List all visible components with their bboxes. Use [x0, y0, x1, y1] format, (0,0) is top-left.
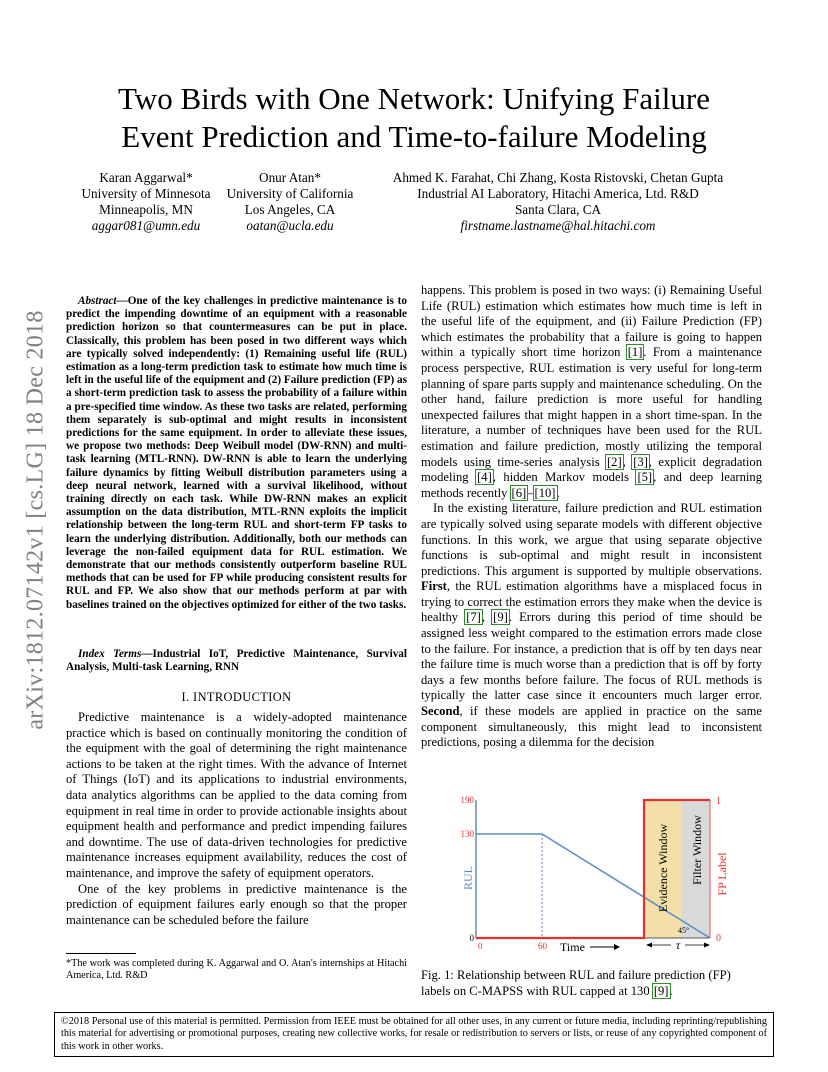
footnote: *The work was completed during K. Aggarwal and O. Atan's internships at Hitachi America, Ltd. R&D: [66, 958, 407, 982]
tick-0: 0: [469, 933, 474, 943]
author-email: oatan@ucla.edu: [246, 218, 334, 233]
title-line-2: Event Prediction and Time-to-failure Modeling: [121, 119, 707, 154]
author-affiliation: University of California: [226, 186, 354, 201]
copyright-notice: ©2018 Personal use of this material is permitted. Permission from IEEE must be obtained for all other uses, in any current or future media, including reprinting/republishing this material for advertising or promotional purposes, creating new collective works, for resale or redistribution to servers or lists, or reuse of any copyrighted component of this work in other works.: [54, 1012, 774, 1057]
citation-link[interactable]: [5]: [637, 470, 653, 485]
author-email: aggar081@umn.edu: [91, 218, 201, 233]
figure-caption: Fig. 1: Relationship between RUL and failure prediction (FP) labels on C-MAPSS with RUL capped at 130 [9].: [421, 968, 731, 998]
right-paragraph-2: In the existing literature, failure prediction and RUL estimation are typically solved using separate models with different objective functions. In this work, we argue that using separate objective functions is sub-optimal and might result in inconsistent predictions. This argument is supported by multiple observations. First, the RUL estimation algorithms have a misplaced focus in trying to correct the estimation errors they make when the device is healthy [7], [9]. Errors during this period of time should be assigned less weight compared to the estimation errors made close to the failure. For instance, a prediction that is off by ten days near the failure time is much worse than a prediction that is off by forty days a few months before failure. The focus of RUL methods is typically the latter case since it encounters much larger error. Second, if these models are applied in practice on the same component simultaneously, this might lead to inconsistent predictions, posing a dilemma for the decision: [421, 501, 763, 750]
paper-title: [0, 80, 828, 156]
figure-rul-fp: [440, 790, 740, 958]
author-location: Minneapolis, MN: [99, 202, 193, 217]
time-arrowhead: [614, 944, 620, 950]
arxiv-stamp: arXiv:1812.07142v1 [cs.LG] 18 Dec 2018: [22, 310, 49, 730]
index-terms-text: —Industrial IoT, Predictive Maintenance, Survival Analysis, Multi-task Learning, RNN: [66, 648, 407, 674]
citation-link[interactable]: [3]: [633, 454, 648, 469]
citation-link[interactable]: [2]: [606, 454, 622, 469]
author-block-2: [222, 170, 358, 234]
time-label: Time: [560, 940, 585, 954]
intro-paragraph-2: One of the key problems in predictive maintenance is the prediction of equipment failures early enough so that the proper maintenance can be scheduled before the failure: [66, 881, 407, 927]
citation-link[interactable]: [1]: [627, 345, 643, 360]
intro-left-column: [66, 710, 407, 928]
rul-axis-label: RUL: [461, 866, 475, 890]
citation-link[interactable]: [10]: [534, 485, 556, 500]
author-location: Los Angeles, CA: [244, 202, 336, 217]
author-name: Karan Aggarwal*: [99, 170, 193, 185]
abstract: [66, 295, 407, 612]
citation-link[interactable]: [4]: [477, 470, 492, 485]
tau-arrowhead-right: [704, 943, 710, 948]
index-terms: [66, 648, 407, 674]
citation-link[interactable]: [9]: [493, 610, 508, 625]
angle-label: 45°: [678, 926, 690, 935]
title-line-1: Two Birds with One Network: Unifying Failure: [118, 81, 710, 116]
author-email: firstname.lastname@hal.hitachi.com: [460, 218, 656, 233]
citation-link[interactable]: [6]: [511, 485, 527, 500]
abstract-label: Abstract: [78, 295, 117, 307]
index-terms-label: Index Terms: [78, 648, 142, 660]
author-affiliation: University of Minnesota: [81, 186, 211, 201]
author-location: Santa Clara, CA: [514, 202, 602, 217]
filter-window-label: Filter Window: [690, 815, 704, 885]
intro-right-column: [421, 283, 762, 751]
section-heading: I. INTRODUCTION: [181, 690, 292, 704]
citation-link[interactable]: [7]: [466, 610, 481, 625]
author-name: Ahmed K. Farahat, Chi Zhang, Kosta Ristovski, Chetan Gupta: [392, 170, 724, 185]
tick-130: 130: [460, 829, 474, 839]
tau-arrowhead-left: [646, 943, 652, 948]
tick-fp-0: 0: [716, 933, 721, 944]
author-affiliation: Industrial AI Laboratory, Hitachi America, Ltd. R&D: [417, 186, 699, 201]
author-block-3: [366, 170, 750, 234]
right-paragraph-1: happens. This problem is posed in two ways: (i) Remaining Useful Life (RUL) estimation which estimates how much time is left in the useful life of the equipment, and (ii) Failure Prediction (FP) which estimates the probability that a failure is going to happen within a typically short time horizon [1]. From a maintenance process perspective, RUL estimation is very useful for long-term planning of spare parts supply and maintenance scheduling. On the other hand, failure prediction is more useful for handling unexpected failures that might happen in a short time-span. In the literature, a number of techniques have been used for the RUL estimation and failure prediction, mostly utilizing the temporal models using time-series analysis [2], [3], explicit degradation modeling [4], hidden Markov models [5], and deep learning methods recently [6]–[10].: [421, 283, 763, 500]
author-block-1: [78, 170, 214, 234]
abstract-text: —One of the key challenges in predictive maintenance is to predict the impending downtime of an equipment with a reasonable prediction horizon so that countermeasures can be put in place. Classically, this problem has been posed in two different ways which are typically solved independently: (1) Remaining useful life (RUL) estimation as a long-term prediction task to estimate how much time is left in the useful life of the equipment and (2) Failure prediction (FP) as a short-term prediction task to assess the probability of a failure within a pre-specified time window. As these two tasks are related, performing them separately is sub-optimal and might results in inconsistent predictions for the same equipment. In order to alleviate these issues, we propose two methods: Deep Weibull model (DW-RNN) and multi-task learning (MTL-RNN). DW-RNN is able to learn the underlying failure dynamics by fitting Weibull distribution parameters using a deep neural network, learned with a survival likelihood, without training directly on each task. While DW-RNN makes an explicit assumption on the data distribution, MTL-RNN exploits the implicit relationship between the long-term RUL and short-term FP tasks to learn the underlying distribution. Additionally, both our methods can leverage the non-failed equipment data for RUL estimation. We demonstrate that our methods consistently outperform baseline RUL methods that can be used for FP while producing consistent results for RUL and FP. We also show that our methods perform at par with baselines trained on the objectives optimized for either of the two tasks.: [66, 295, 407, 611]
tick-x-0: 0: [478, 941, 483, 951]
tick-190: 190: [460, 795, 474, 805]
tau-label: τ: [675, 938, 681, 952]
intro-paragraph-1: Predictive maintenance is a widely-adopted maintenance practice which is based on continually monitoring the condition of the equipment with the goal of determining the right maintenance actions to be taken at the right times. With the advance of Internet of Things (IoT) and its applications to industrial environments, data analytics algorithms can be applied to the data coming from equipment in real time in order to provide actionable insights about equipment health and performance and predict impending failures and downtime. The use of data-driven technologies for predictive maintenance increases equipment availability, reduces the cost of maintenance, and improve the safety of equipment operators.: [66, 710, 407, 880]
citation-link[interactable]: [9]: [653, 983, 669, 998]
tick-fp-1: 1: [716, 796, 721, 807]
tick-x-60: 60: [538, 941, 547, 951]
fp-axis-label: FP Label: [715, 852, 729, 896]
author-name: Onur Atan*: [259, 170, 321, 185]
evidence-window-label: Evidence Window: [656, 823, 670, 913]
